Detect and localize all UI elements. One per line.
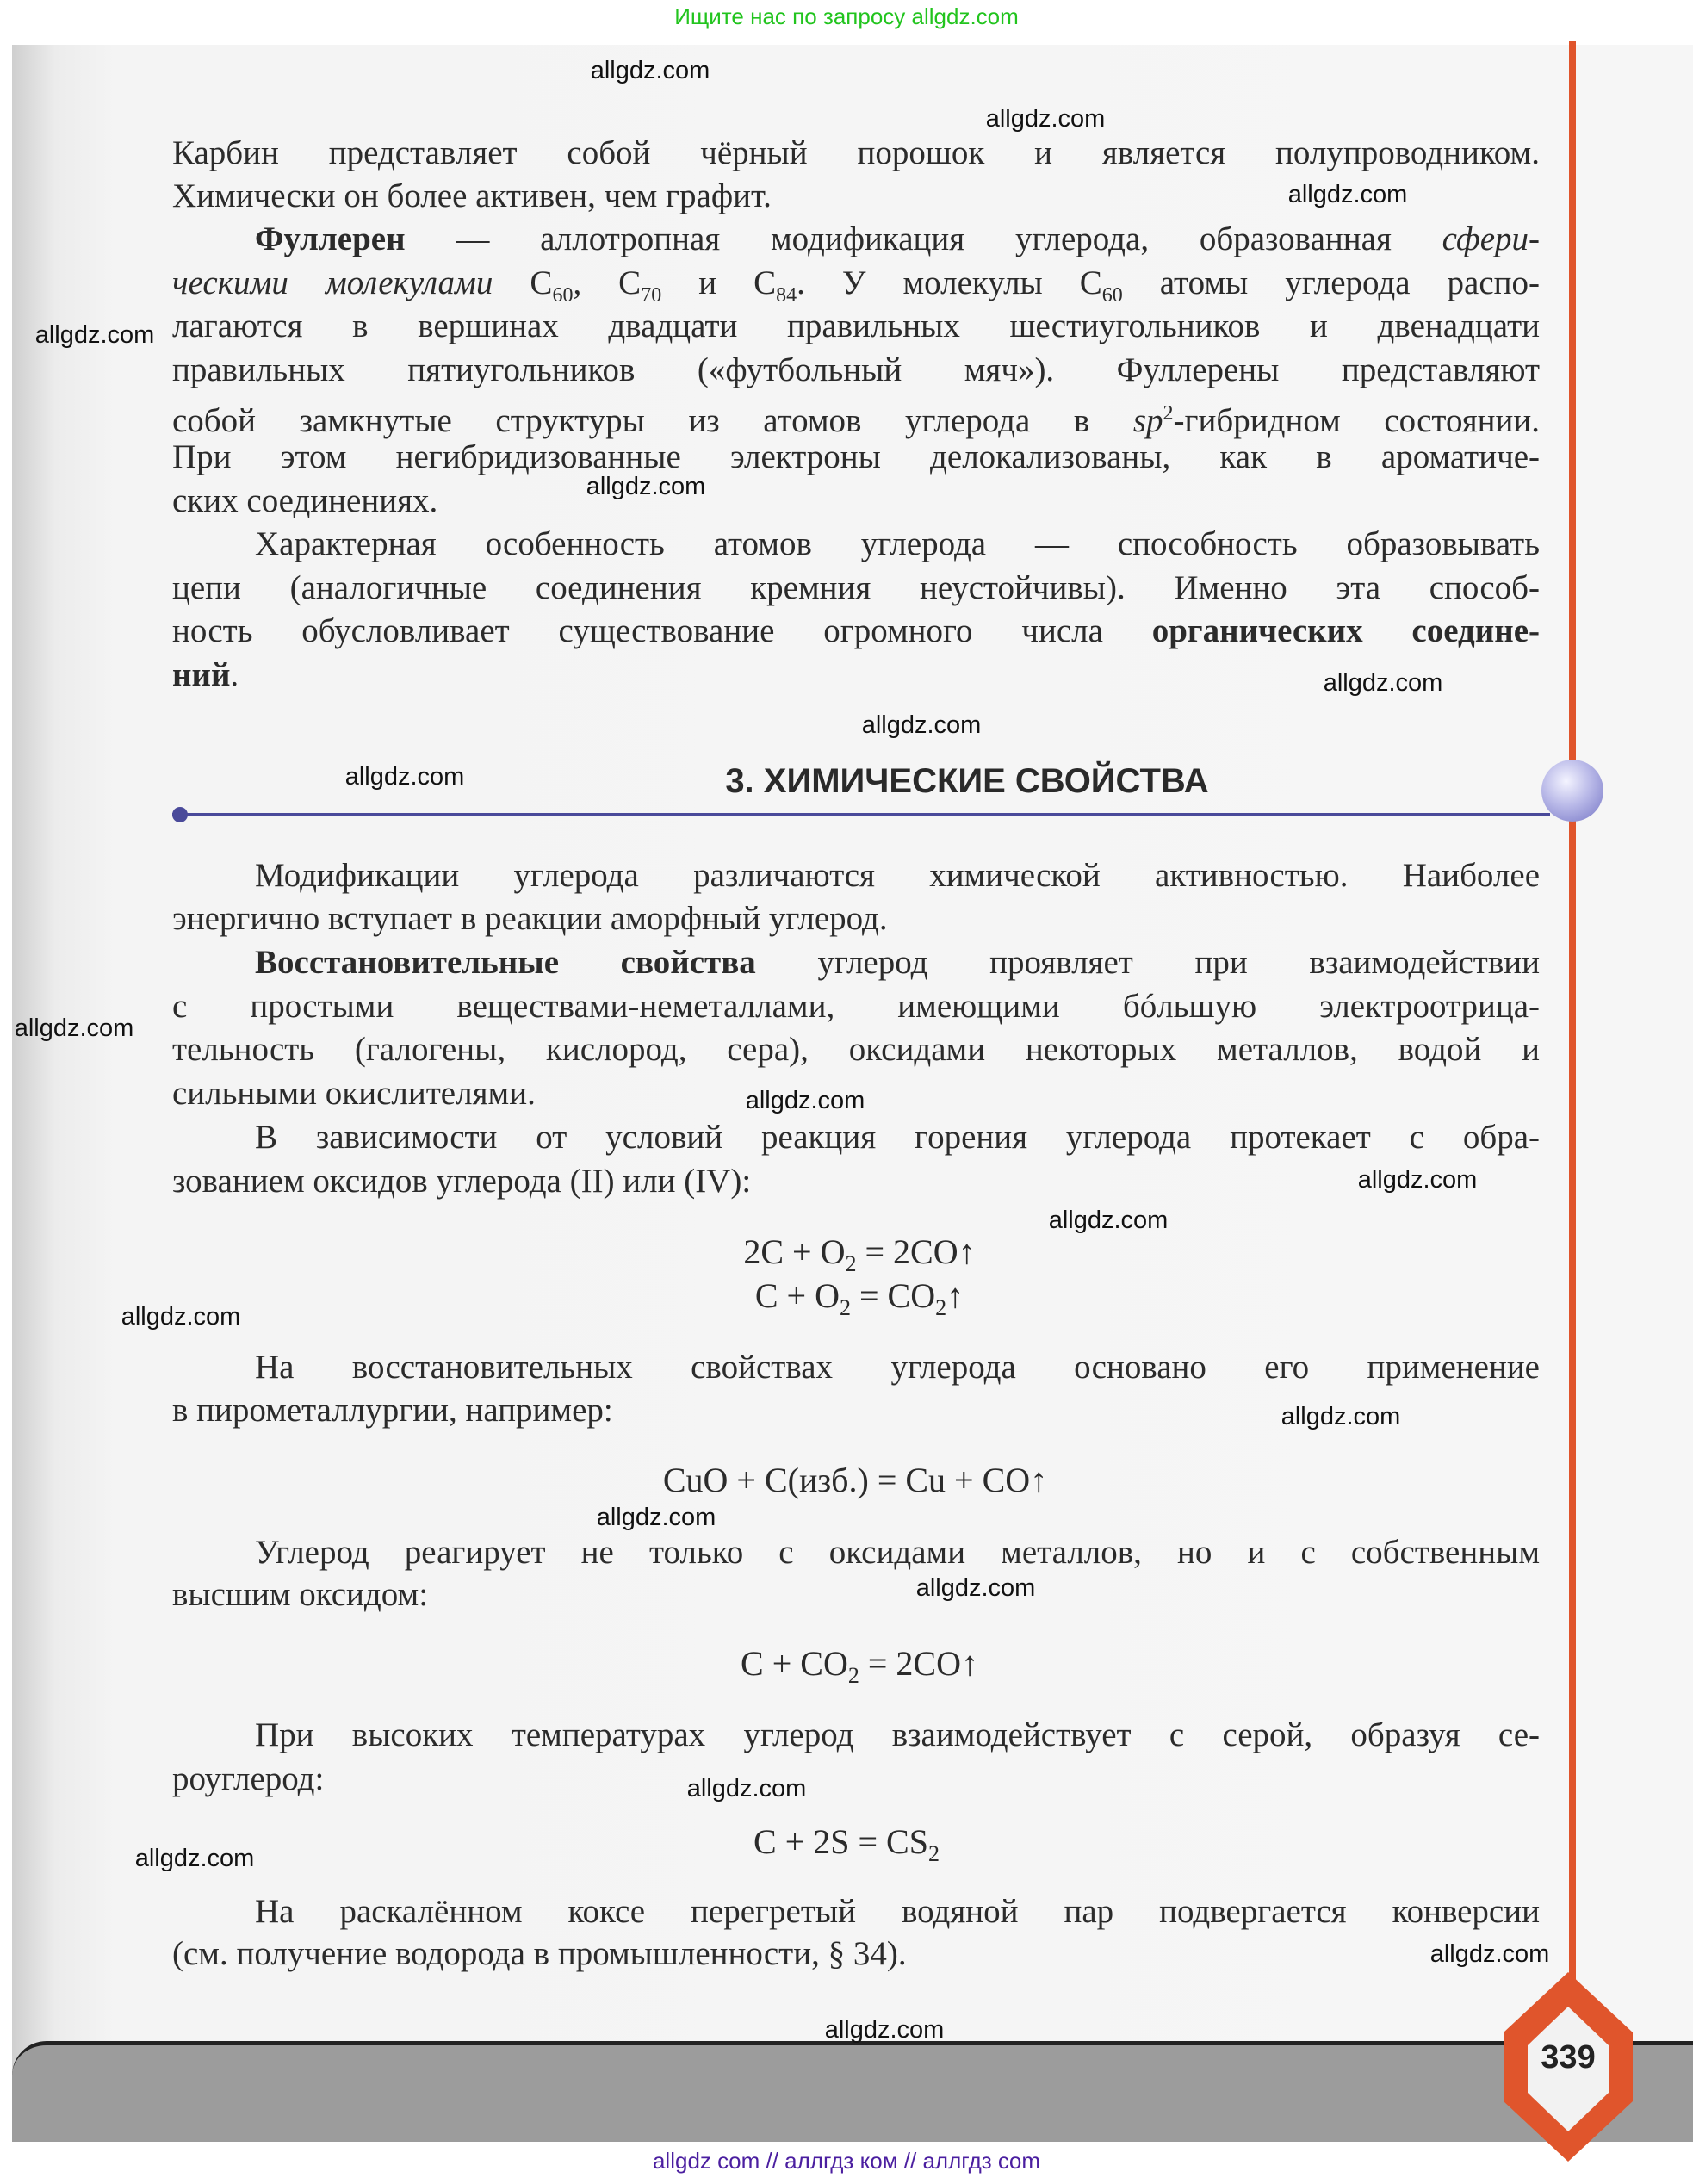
text-line <box>172 610 1540 653</box>
text-line <box>172 523 1540 566</box>
text-line <box>172 436 1540 479</box>
text-line <box>172 1890 1540 1933</box>
text-segment: C + 2S = CS <box>753 1822 928 1861</box>
text-segment: атомы углерода распо- <box>1122 264 1541 301</box>
text-segment: собой замкнутые структуры из атомов углерода в <box>172 402 1133 439</box>
text-segment: На восстановительных свойствах углерода основано его применение <box>255 1349 1540 1386</box>
index-text: 2 <box>840 1295 851 1320</box>
text-segment: Характерная особенность атомов углерода — способность образовывать <box>255 525 1540 562</box>
text-segment: C + CO <box>741 1644 848 1683</box>
text-segment: , C <box>573 264 642 301</box>
watermark-text: allgdz.com <box>344 763 465 791</box>
text-segment: C + O <box>754 1276 840 1315</box>
text-segment: правильных пятиугольников («футбольный мяч»). Фуллерены представляют <box>172 351 1540 388</box>
footer-links: allgdz com // аллгдз ком // аллгдз com <box>652 2148 1041 2174</box>
chemical-equation <box>0 1459 1693 1502</box>
page-number: 339 <box>1541 2039 1596 2075</box>
text-line <box>172 1758 1540 1801</box>
text-segment: — аллотропная модификация углерода, образованная <box>405 220 1442 257</box>
text-segment: углерод проявляет при взаимодействии <box>755 944 1541 981</box>
text-line <box>172 305 1540 348</box>
text-line <box>172 132 1540 175</box>
text-line <box>172 1933 1540 1976</box>
watermark-text: allgdz.com <box>134 1845 255 1872</box>
text-segment: с простыми веществами-неметаллами, имеющими бóльшую электроотрица- <box>172 988 1540 1025</box>
divider-dot <box>172 807 188 822</box>
text-segment: = 2CO↑ <box>856 1232 976 1271</box>
index-text: 60 <box>1101 283 1123 307</box>
text-line <box>172 985 1540 1028</box>
watermark-text: allgdz.com <box>14 1014 134 1042</box>
bold-term: Восстановительные свойства <box>255 944 756 981</box>
index-text: 60 <box>552 283 574 307</box>
text-segment: Карбин представляет собой чёрный порошок и является полупроводником. <box>172 134 1540 171</box>
text-segment: При высоких температурах углерод взаимодействует с серой, образуя се- <box>255 1716 1540 1753</box>
text-line <box>172 1116 1540 1159</box>
watermark-text: allgdz.com <box>1287 181 1408 208</box>
section-heading: 3. ХИМИЧЕСКИЕ СВОЙСТВА <box>725 762 1209 800</box>
watermark-text: allgdz.com <box>1281 1403 1401 1430</box>
bold-term: ний <box>172 656 231 693</box>
index-text: 2 <box>1163 402 1174 425</box>
watermark-text: allgdz.com <box>1429 1940 1550 1968</box>
text-segment: Углерод реагирует не только с оксидами металлов, но и с собственным <box>255 1534 1540 1571</box>
text-segment: Модификации углерода различаются химической активностью. Наиболее <box>255 857 1540 894</box>
text-segment: . <box>230 656 239 693</box>
chemical-equation <box>0 1642 1693 1697</box>
text-line <box>172 1028 1540 1071</box>
text-segment: = 2CO↑ <box>859 1644 978 1683</box>
italic-term: sp <box>1132 402 1163 439</box>
text-segment: высшим оксидом: <box>172 1576 429 1613</box>
text-segment: -гибридном состоянии. <box>1173 402 1541 439</box>
text-line <box>172 218 1540 261</box>
text-segment: ↑ <box>946 1276 964 1315</box>
text-segment: в пирометаллургии, например: <box>172 1392 613 1429</box>
watermark-text: allgdz.com <box>915 1574 1036 1602</box>
search-banner: Ищите нас по запросу allgdz.com <box>674 3 1019 29</box>
index-text: 84 <box>776 283 797 307</box>
index-text: 70 <box>641 283 662 307</box>
watermark-text: allgdz.com <box>686 1775 807 1802</box>
text-line <box>172 897 1540 940</box>
text-segment: тельность (галогены, кислород, сера), оксидами некоторых металлов, водой и <box>172 1031 1540 1068</box>
index-text: 2 <box>845 1251 857 1276</box>
index-text: 2 <box>847 1663 859 1688</box>
text-segment: зованием оксидов углерода (II) или (IV): <box>172 1163 752 1200</box>
watermark-text: allgdz.com <box>1323 669 1443 697</box>
text-segment: энергично вступает в реакции аморфный углерод. <box>172 900 888 937</box>
text-segment: Химически он более активен, чем графит. <box>172 177 772 214</box>
text-line <box>172 1573 1540 1616</box>
chemical-equation <box>0 1275 1693 1330</box>
text-segment: CuO + C(изб.) = Cu + CO↑ <box>662 1461 1048 1499</box>
text-line <box>172 1346 1540 1389</box>
text-line <box>172 349 1540 392</box>
text-segment: = CO <box>851 1276 936 1315</box>
text-line <box>172 567 1540 610</box>
text-line <box>172 480 1540 523</box>
watermark-text: allgdz.com <box>34 321 155 349</box>
index-text: 2 <box>935 1295 947 1320</box>
text-segment: 2C + O <box>743 1232 846 1271</box>
text-segment: В зависимости от условий реакция горения углерода протекает с обра- <box>255 1119 1540 1156</box>
watermark-text: allgdz.com <box>586 473 706 500</box>
text-segment: ских соединениях. <box>172 482 438 519</box>
text-line <box>172 1714 1540 1757</box>
watermark-text: allgdz.com <box>745 1087 865 1114</box>
text-line <box>172 854 1540 897</box>
bold-term: Фуллерен <box>255 220 406 257</box>
italic-term: ческими молекулами <box>172 264 493 301</box>
text-line <box>172 941 1540 984</box>
watermark-text: allgdz.com <box>1048 1207 1169 1234</box>
text-segment: . У молекулы C <box>797 264 1102 301</box>
margin-red-line <box>1569 41 1576 2048</box>
watermark-text: allgdz.com <box>1357 1166 1478 1194</box>
italic-term: сфери- <box>1442 220 1540 257</box>
text-segment: При этом негибридизованные электроны делокализованы, как в ароматиче- <box>172 438 1540 475</box>
watermark-text: allgdz.com <box>824 2016 945 2044</box>
text-segment: На раскалённом коксе перегретый водяной пар подвергается конверсии <box>255 1893 1540 1930</box>
watermark-text: allgdz.com <box>861 711 982 739</box>
text-segment: роуглерод: <box>172 1760 325 1797</box>
bold-term: органических соедине- <box>1151 612 1540 649</box>
page-bottom-edge <box>12 2041 1693 2142</box>
index-text: 2 <box>927 1841 940 1866</box>
text-line <box>172 1531 1540 1574</box>
text-segment: сильными окислителями. <box>172 1075 536 1112</box>
watermark-text: allgdz.com <box>121 1303 241 1331</box>
text-segment: и C <box>661 264 777 301</box>
watermark-text: allgdz.com <box>985 105 1106 133</box>
text-segment: ность обусловливает существование огромного числа <box>172 612 1152 649</box>
text-segment: лагаются в вершинах двадцати правильных шестиугольников и двенадцати <box>172 307 1540 344</box>
text-line <box>172 1160 1540 1203</box>
section-divider <box>172 813 1550 816</box>
text-segment: (см. получение водорода в промышленности, § 34). <box>172 1935 907 1972</box>
watermark-text: allgdz.com <box>590 57 710 84</box>
watermark-text: allgdz.com <box>596 1504 716 1531</box>
text-segment: C <box>493 264 553 301</box>
text-segment: цепи (аналогичные соединения кремния неустойчивы). Именно эта способ- <box>172 569 1540 606</box>
